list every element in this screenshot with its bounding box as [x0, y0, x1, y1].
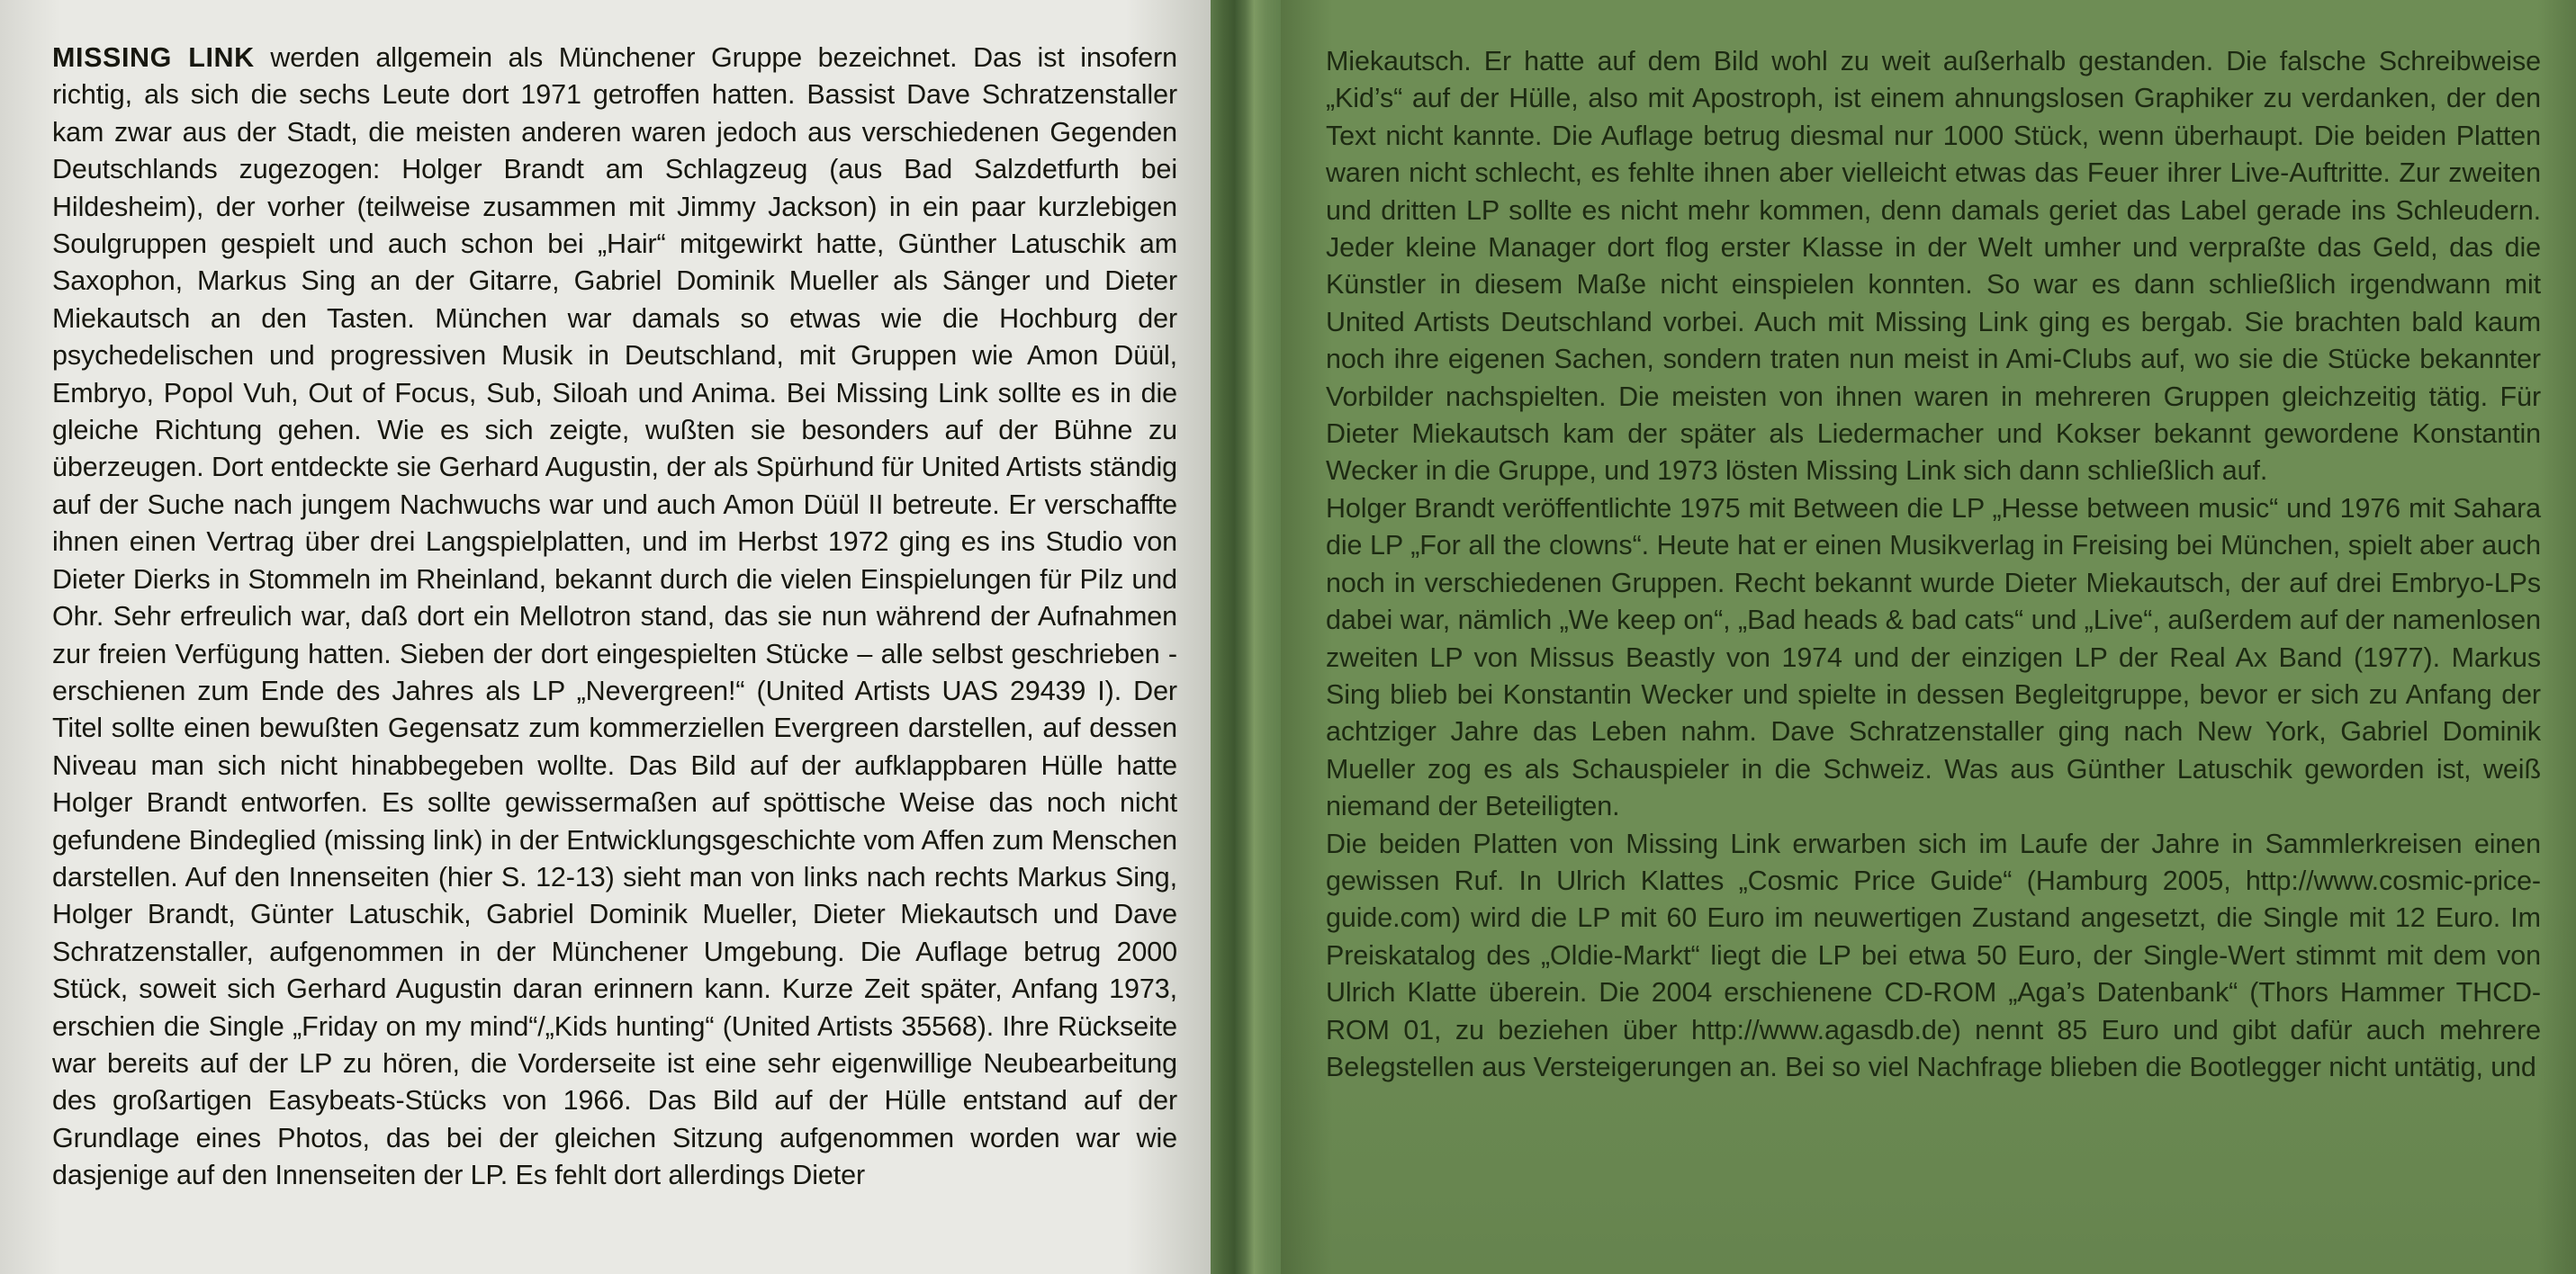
left-paragraph-1 — [52, 40, 1177, 1195]
right-paragraph-2: Holger Brandt veröffentlichte 1975 mit Between die LP „Hesse between music“ und 1976 mit Sahara die LP „For all the clowns“. Heute hat er einen Musikverlag in Freising bei München, spielt aber auch noch in verschiedenen Gruppen. Recht bekannt wurde Dieter Miekautsch, der auf drei Embryo-LPs dabei war, nämlich „We keep on“, „Bad heads & bad cats“ und „Live“, außerdem auf der namenlosen zweiten LP von Missus Beastly von 1974 und der einzigen LP der Real Ax Band (1977). Markus Sing blieb bei Konstantin Wecker und spielte in dessen Begleitgruppe, bevor er sich zu Anfang der achtziger Jahre das Leben nahm. Dave Schratzenstaller ging nach New York, Gabriel Dominik Mueller zog es als Schauspieler in die Schweiz. Was aus Günther Latuschik geworden ist, weiß niemand der Beteiligten. — [1326, 492, 2541, 822]
right-page — [1281, 0, 2576, 1274]
lead-in-band-name: MISSING LINK — [52, 42, 255, 73]
right-paragraph-3: Die beiden Platten von Missing Link erwarben sich im Laufe der Jahre in Sammlerkreisen einen gewissen Ruf. In Ulrich Klattes „Cosmic Price Guide“ (Hamburg 2005, http://www.cosmic-price-guide.com) wird die LP mit 60 Euro im neuwertigen Zustand angesetzt, die Single mit 12 Euro. Im Preiskatalog des „Oldie-Markt“ liegt die LP bei etwa 50 Euro, der Single-Wert stimmt mit dem von Ulrich Klatte überein. Die 2004 erschienene CD-ROM „Aga’s Datenbank“ (Thors Hammer THCD-ROM 01, zu beziehen über http://www.agasdb.de) nennt 85 Euro und gibt dafür auch mehrere Belegstellen aus Versteigerungen an. Bei so viel Nachfrage blieben die Bootlegger nicht untätig, und — [1326, 828, 2541, 1082]
left-paragraph-1-body: werden allgemein als Münchener Gruppe bezeichnet. Das ist insofern richtig, als sich die sechs Leute dort 1971 getroffen hatten. Bassist Dave Schratzenstaller kam zwar aus der Stadt, die meisten anderen waren jedoch aus verschiedenen Gegenden Deutschlands zugezogen: Holger Brandt am Schlagzeug (aus Bad Salzdetfurth bei Hildesheim), der vorher (teilweise zusammen mit Jimmy Jackson) in ein paar kurzlebigen Soulgruppen gespielt und auch schon bei „Hair“ mitgewirkt hatte, Günther Latuschik am Saxophon, Markus Sing an der Gitarre, Gabriel Dominik Mueller als Sänger und Dieter Miekautsch an den Tasten. München war damals so etwas wie die Hochburg der psychedelischen und progressiven Musik in Deutschland, mit Gruppen wie Amon Düül, Embryo, Popol Vuh, Out of Focus, Sub, Siloah und Anima. Bei Missing Link sollte es in die gleiche Richtung gehen. Wie es sich zeigte, wußten sie besonders auf der Bühne zu überzeugen. Dort entdeckte sie Gerhard Augustin, der als Spürhund für United Artists ständig auf der Suche nach jungem Nachwuchs war und auch Amon Düül II betreute. Er verschaffte ihnen einen Vertrag über drei Langspielplatten, und im Herbst 1972 ging es ins Studio von Dieter Dierks in Stommeln im Rheinland, bekannt durch die vielen Einspielungen für Pilz und Ohr. Sehr erfreulich war, daß dort ein Mellotron stand, das sie nun während der Aufnahmen zur freien Verfügung hatten. Sieben der dort eingespielten Stücke – alle selbst geschrieben - erschienen zum Ende des Jahres als LP „Nevergreen!“ (United Artists UAS 29439 I). Der Titel sollte einen bewußten Gegensatz zum kommerziellen Evergreen darstellen, auf dessen Niveau man sich nicht hinabbegeben wollte. Das Bild auf der aufklappbaren Hülle hatte Holger Brandt entworfen. Es sollte gewissermaßen auf spöttische Weise das noch nicht gefundene Bindeglied (missing link) in der Entwicklungsgeschichte vom Affen zum Menschen darstellen. Auf den Innenseiten (hier S. 12-13) sieht man von links nach rechts Markus Sing, Holger Brandt, Günter Latuschik, Gabriel Dominik Mueller, Dieter Miekautsch und Dave Schratzenstaller, aufgenommen in der Münchener Umgebung. Die Auflage betrug 2000 Stück, soweit sich Gerhard Augustin daran erinnern kann. Kurze Zeit später, Anfang 1973, erschien die Single „Friday on my mind“/„Kids hunting“ (United Artists 35568). Ihre Rückseite war bereits auf der LP zu hören, die Vorderseite ist eine sehr eigenwillige Neubearbeitung des großartigen Easybeats-Stücks von 1966. Das Bild auf der Hülle entstand auf der Grundlage eines Photos, das bei der gleichen Sitzung aufgenommen worden war wie dasjenige auf den Innenseiten der LP. Es fehlt dort allerdings Dieter — [52, 42, 1177, 1191]
left-page — [0, 0, 1211, 1274]
right-page-text-column — [1326, 43, 2541, 1086]
left-page-text-column — [52, 40, 1177, 1195]
right-paragraph-1: Miekautsch. Er hatte auf dem Bild wohl zu weit außerhalb gestanden. Die falsche Schreibweise „Kid’s“ auf der Hülle, also mit Apostroph, ist einem ahnungslosen Graphiker zu verdanken, der den Text nicht kannte. Die Auflage betrug diesmal nur 1000 Stück, wenn überhaupt. Die beiden Platten waren nicht schlecht, es fehlte ihnen aber vielleicht etwas das Feuer ihrer Live-Auftritte. Zur zweiten und dritten LP sollte es nicht mehr kommen, denn damals geriet das Label gerade ins Schleudern. Jeder kleine Manager dort flog erster Klasse in der Welt umher und verpraßte das Geld, das die Künstler in diesem Maße nicht einspielen konnten. So war es dann schließlich irgendwann mit United Artists Deutschland vorbei. Auch mit Missing Link ging es bergab. Sie brachten bald kaum noch ihre eigenen Sachen, sondern traten nun meist in Ami-Clubs auf, wo sie die Stücke bekannter Vorbilder nachspielten. Die meisten von ihnen waren in mehreren Gruppen gleichzeitig tätig. Für Dieter Miekautsch kam der später als Liedermacher und Kokser bekannt gewordene Konstantin Wecker in die Gruppe, und 1973 lösten Missing Link sich dann schließlich auf. — [1326, 46, 2541, 487]
book-gutter-spine — [1211, 0, 1281, 1274]
